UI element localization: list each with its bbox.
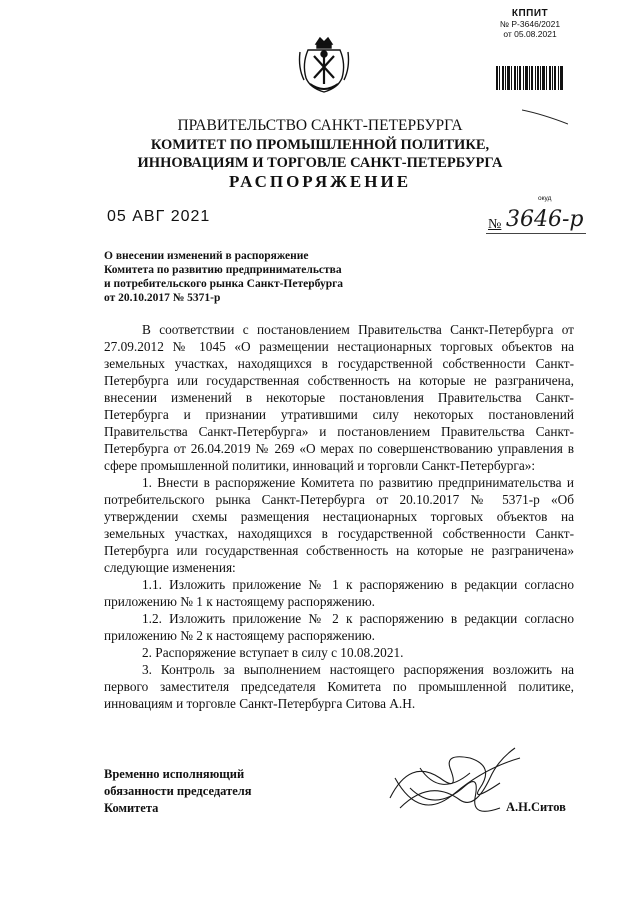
document-number: 3646-р bbox=[506, 207, 584, 232]
stamp-reg-number: № Р-3646/2021 bbox=[499, 19, 561, 29]
subject-line: от 20.10.2017 № 5371-р bbox=[104, 292, 221, 304]
signer-position-line: обязанности председателя bbox=[104, 784, 252, 798]
barcode-icon bbox=[496, 66, 564, 90]
document-body bbox=[104, 321, 574, 712]
body-paragraph: 2. Распоряжение вступает в силу с 10.08.2021. bbox=[142, 645, 404, 660]
number-underline bbox=[486, 233, 586, 234]
signer-position-line: Комитета bbox=[104, 801, 159, 815]
committee-title-line1: КОМИТЕТ ПО ПРОМЫШЛЕННОЙ ПОЛИТИКЕ, bbox=[150, 137, 490, 153]
government-title: ПРАВИТЕЛЬСТВО САНКТ-ПЕТЕРБУРГА bbox=[177, 117, 463, 134]
stamp-org: КППИТ bbox=[511, 8, 549, 19]
body-paragraph: 1.1. Изложить приложение № 1 к распоряжению в редакции согласно приложению № 1 к настоящему распоряжению. bbox=[104, 577, 574, 609]
committee-title-line2: ИННОВАЦИЯМ И ТОРГОВЛЕ САНКТ-ПЕТЕРБУРГА bbox=[137, 155, 503, 171]
stamp-reg-date: от 05.08.2021 bbox=[503, 29, 557, 39]
subject-line: Комитета по развитию предпринимательства bbox=[104, 264, 342, 276]
document-type: РАСПОРЯЖЕНИЕ bbox=[228, 172, 412, 191]
subject-line: и потребительского рынка Санкт-Петербурга bbox=[104, 278, 344, 290]
document-date: 05 АВГ 2021 bbox=[107, 208, 211, 225]
subject-line: О внесении изменений в распоряжение bbox=[104, 250, 309, 262]
body-paragraph: 1. Внести в распоряжение Комитета по развитию предпринимательства и потребительского рынка Санкт-Петербурга от 20.10.2017 № 5371-р «Об утверждении схемы размещения нестационарных торговых объектов на земельных участках, находящихся в государственной собственности Санкт-Петербурга или государственная собственность на которые не разграничена» следующие изменения: bbox=[104, 475, 574, 575]
signer-position-line: Временно исполняющий bbox=[104, 767, 245, 781]
body-paragraph: 1.2. Изложить приложение № 2 к распоряжению в редакции согласно приложению № 2 к настоящему распоряжению. bbox=[104, 611, 574, 643]
number-label: № bbox=[488, 217, 502, 232]
body-paragraph: В соответствии с постановлением Правительства Санкт-Петербурга от 27.09.2012 № 1045 «О размещении нестационарных торговых объектов на земельных участках, находящихся в государственной собственности Санкт-Петербурга или государственная собственность на которые не разграничена, внесении изменений в некоторые постановления Правительства Санкт-Петербурга и признании утратившими силу некоторых постановлений Правительства Санкт-Петербурга» и постановлением Правительства Санкт-Петербурга от 26.04.2019 № 269 «О мерах по совершенствованию управления в сфере промышленной политики, инноваций и торговли Санкт-Петербурга»: bbox=[104, 322, 574, 473]
okud-label: окуд bbox=[538, 195, 552, 202]
signer-position bbox=[104, 766, 252, 817]
document-subject bbox=[104, 249, 424, 305]
signer-name: А.Н.Ситов bbox=[506, 800, 566, 814]
coat-of-arms-icon bbox=[296, 34, 352, 96]
body-paragraph: 3. Контроль за выполнением настоящего распоряжения возложить на первого заместителя председателя Комитета по промышленной политике, инновациям и торговле Санкт-Петербурга Ситова А.Н. bbox=[104, 662, 574, 711]
registration-stamp bbox=[490, 8, 570, 39]
